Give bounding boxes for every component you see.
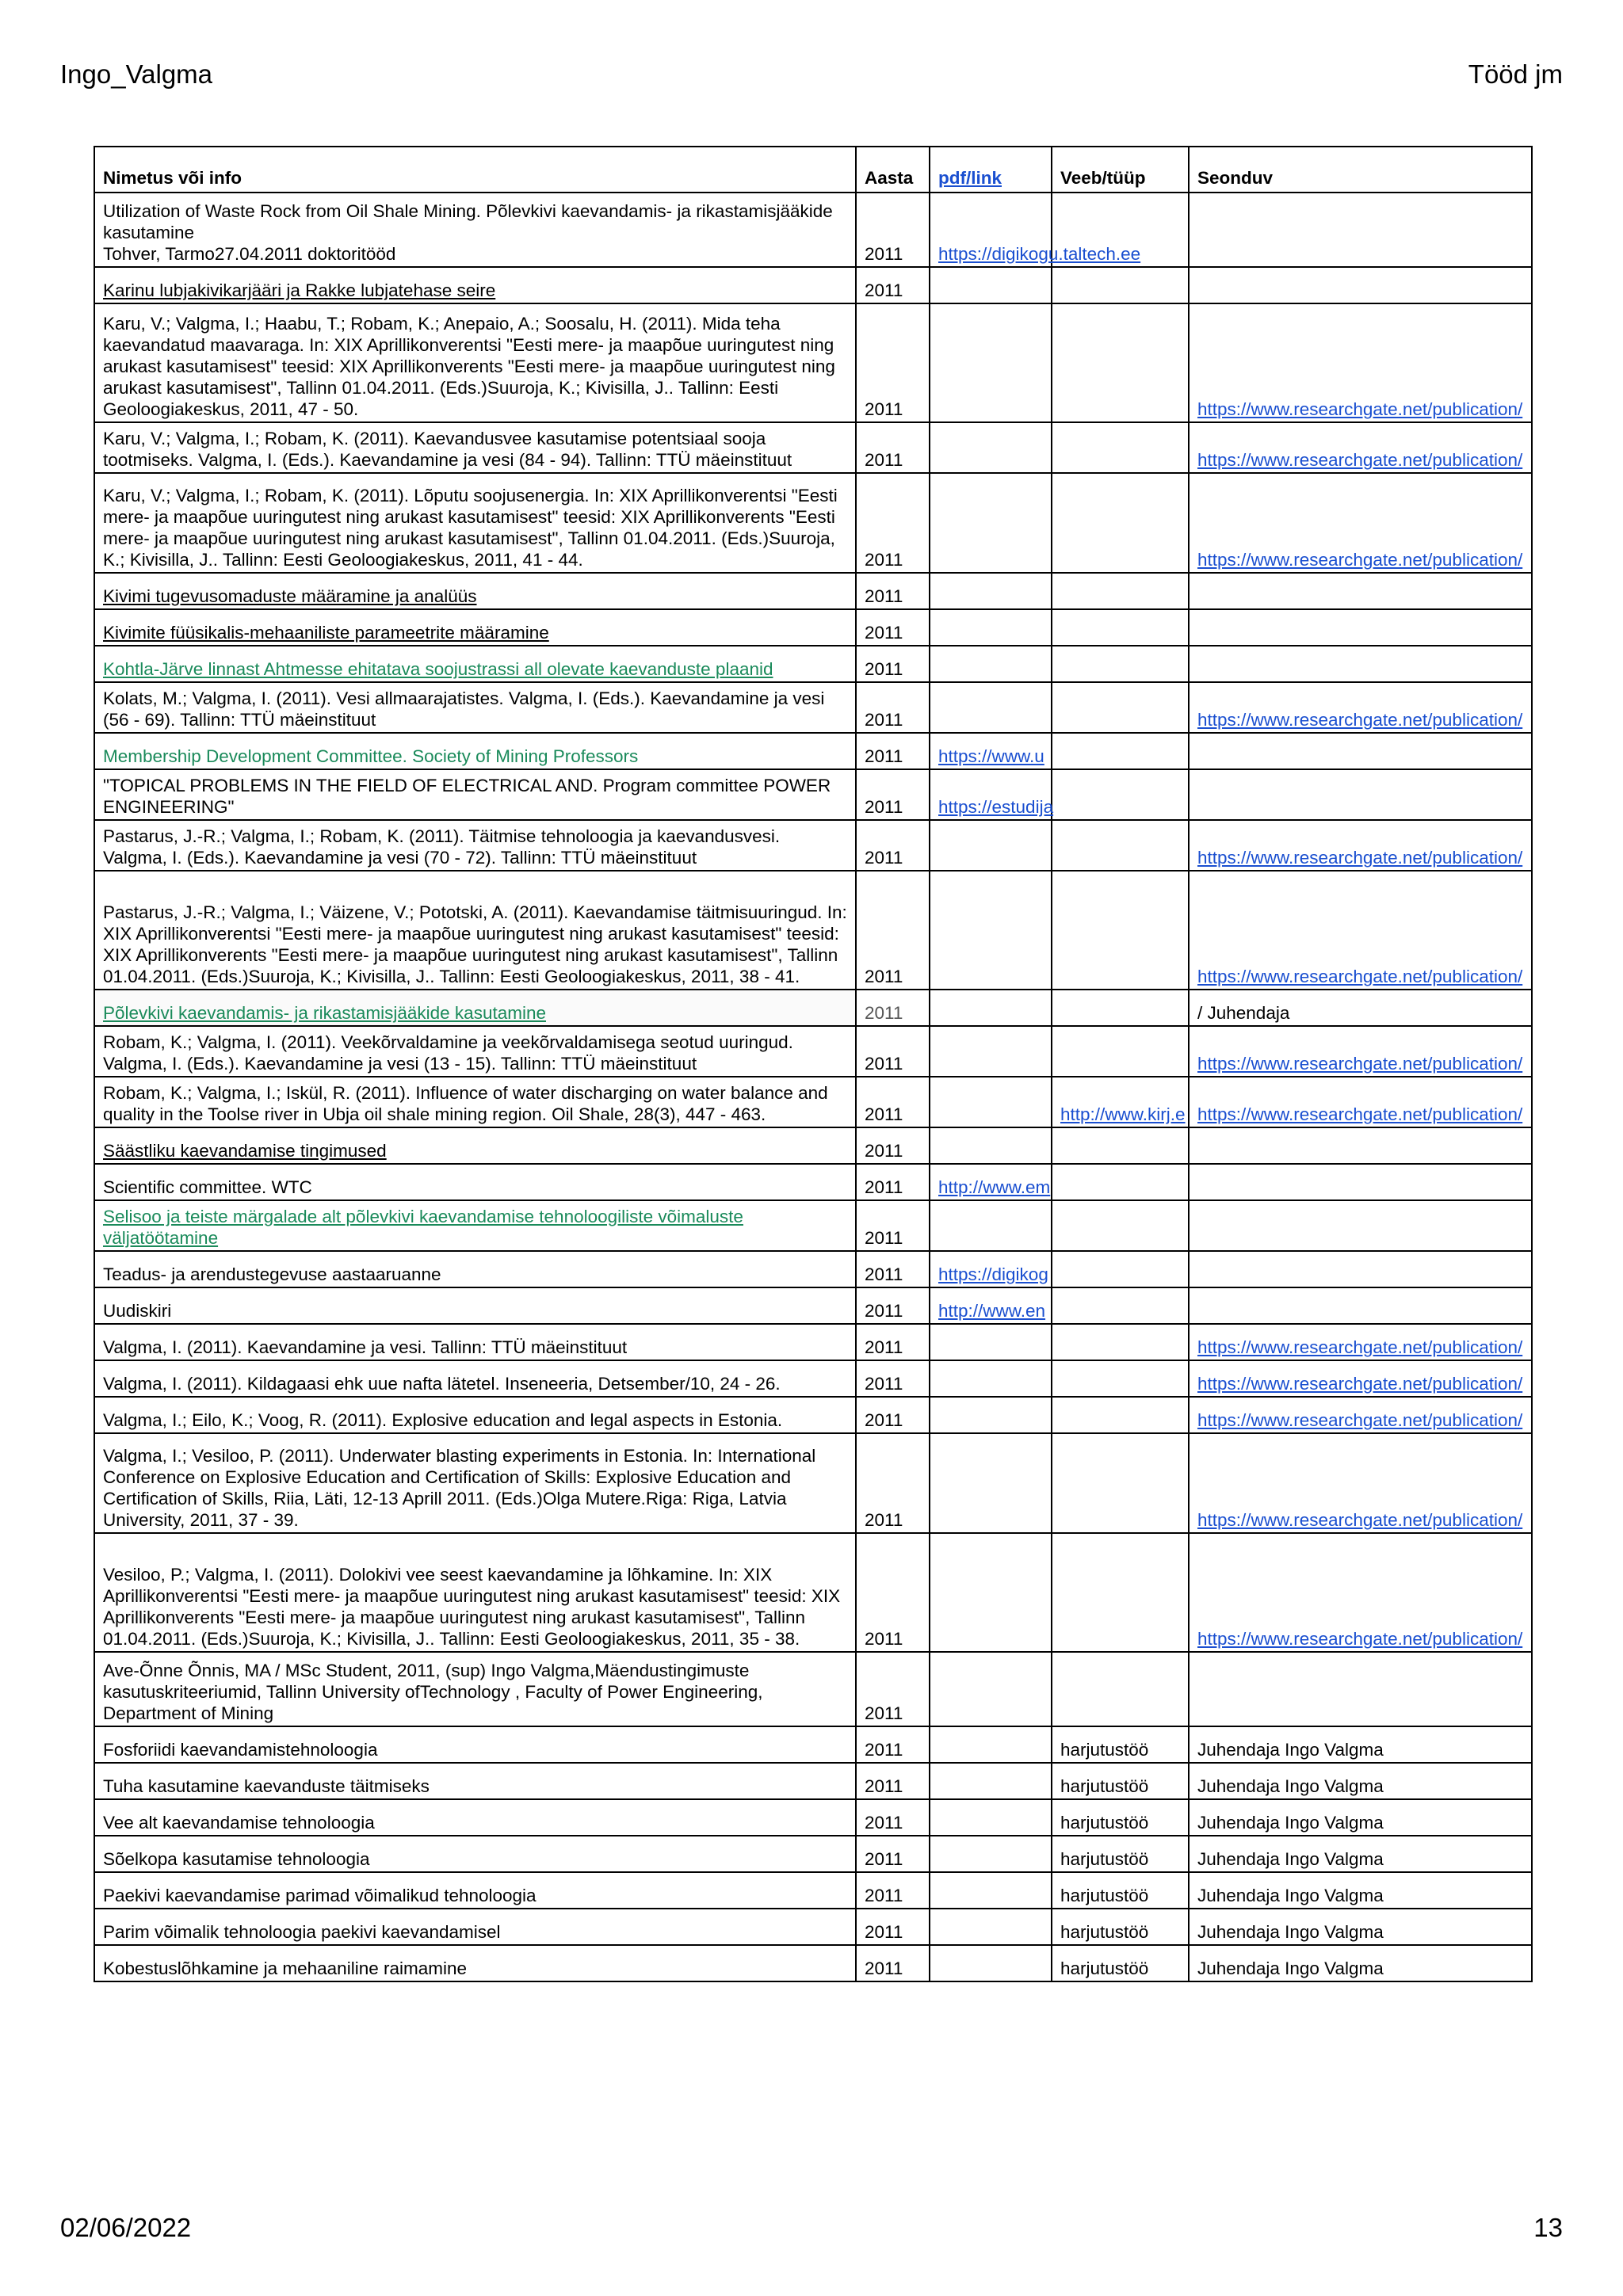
cell-related [1189,1836,1532,1872]
cell-name-text[interactable]: Kohtla-Järve linnast Ahtmesse ehitatava soojustrassi all olevate kaevanduste plaanid [103,659,773,679]
cell-name-text: Pastarus, J.-R.; Valgma, I.; Väizene, V.; Pototski, A. (2011). Kaevandamise täitmisuuringud. In: XIX Aprillikonverentsi "Eesti mere- ja maapõue uuringutest ning arukast kasutamisest" teesid: XIX Aprillikonverents "Eesti mere- ja maapõue uuringutest ning arukast kasutamisest", Tallinn 01.04.2011. (Eds.)Suuroja, K.; Kivisilla, J.. Tallinn: Eesti Geoloogiakeskus, 2011, 38 - 41. [103,902,847,986]
cell-year: 2011 [856,1872,930,1909]
cell-year: 2011 [856,990,930,1026]
related-link[interactable]: https://www.researchgate.net/publication/ [1197,710,1523,730]
cell-related [1189,1077,1532,1127]
table-row [94,733,1532,769]
cell-name-text: Tuha kasutamine kaevanduste täitmiseks [103,1776,430,1796]
cell-web [1052,1077,1189,1127]
cell-name-text[interactable]: Põlevkivi kaevandamis- ja rikastamisjääkide kasutamine [103,1003,546,1023]
related-text: Juhendaja Ingo Valgma [1197,1776,1384,1796]
cell-year: 2011 [856,1433,930,1533]
cell-year: 2011 [856,1726,930,1763]
cell-link [930,1360,1052,1397]
cell-link [930,1077,1052,1127]
table-row [94,1287,1532,1324]
cell-year: 2011 [856,682,930,733]
cell-related [1189,1026,1532,1077]
cell-web [1052,422,1189,473]
footer-date: 02/06/2022 [60,2213,192,2242]
cell-name [94,303,856,422]
cell-year: 2011 [856,733,930,769]
cell-name-text[interactable]: Kivimi tugevusomaduste määramine ja analüüs [103,586,477,606]
cell-name [94,573,856,609]
cell-link [930,1251,1052,1287]
cell-web [1052,573,1189,609]
cell-related [1189,820,1532,871]
cell-link [930,1127,1052,1164]
cell-name [94,1324,856,1360]
cell-name-text: Robam, K.; Valgma, I.; Iskül, R. (2011). Influence of water discharging on water balance and quality in the Toolse river in Ubja oil shale mining region. Oil Shale, 28(3), 447 - 463. [103,1083,828,1124]
table-row [94,473,1532,573]
related-link[interactable]: https://www.researchgate.net/publication/ [1197,550,1523,570]
cell-link [930,871,1052,990]
cell-related [1189,733,1532,769]
web-type: harjutustöö [1060,1922,1149,1942]
cell-web [1052,646,1189,682]
cell-link [930,682,1052,733]
column-header-name: Nimetus või info [94,147,856,193]
cell-link [930,769,1052,820]
column-header-link-text[interactable]: pdf/link [938,168,1002,188]
cell-year: 2011 [856,1945,930,1981]
cell-year: 2011 [856,473,930,573]
cell-year: 2011 [856,871,930,990]
page-number: 13 [1533,2213,1563,2242]
cell-link [930,1799,1052,1836]
cell-year: 2011 [856,1287,930,1324]
cell-name [94,609,856,646]
column-header-link [930,147,1052,193]
cell-web [1052,1763,1189,1799]
cell-web [1052,1251,1189,1287]
cell-name-text: Sõelkopa kasutamise tehnoloogia [103,1849,370,1869]
cell-year: 2011 [856,1127,930,1164]
column-header-web: Veeb/tüüp [1052,147,1189,193]
cell-name-text: Membership Development Committee. Society of Mining Professors [103,746,639,766]
cell-link [930,1836,1052,1872]
web-type: harjutustöö [1060,1849,1149,1869]
related-link[interactable]: https://www.researchgate.net/publication/ [1197,1629,1523,1649]
cell-name [94,1164,856,1200]
cell-related [1189,1872,1532,1909]
cell-name-text: Teadus- ja arendustegevuse aastaaruanne [103,1264,441,1284]
table-body [94,193,1532,1981]
cell-link [930,609,1052,646]
table-row [94,1433,1532,1533]
cell-name-text: Robam, K.; Valgma, I. (2011). Veekõrvaldamine ja veekõrvaldamisega seotud uuringud. Valgma, I. (Eds.). Kaevandamine ja vesi (13 - 15). Tallinn: TTÜ mäeinstituut [103,1032,793,1074]
cell-link [930,820,1052,871]
cell-link [930,1433,1052,1533]
table-row [94,1652,1532,1726]
table-row [94,1026,1532,1077]
cell-link [930,1324,1052,1360]
column-header-related: Seonduv [1189,147,1532,193]
cell-web [1052,1836,1189,1872]
cell-name-text: Pastarus, J.-R.; Valgma, I.; Robam, K. (2011). Täitmise tehnoloogia ja kaevandusvesi. Valgma, I. (Eds.). Kaevandamine ja vesi (70 - 72). Tallinn: TTÜ mäeinstituut [103,826,781,868]
cell-name [94,1652,856,1726]
cell-name-text: Valgma, I. (2011). Kildagaasi ehk uue nafta lätetel. Inseneeria, Detsember/10, 24 - 26. [103,1374,781,1394]
cell-link [930,267,1052,303]
cell-name [94,267,856,303]
cell-related [1189,1533,1532,1652]
table-row [94,1763,1532,1799]
works-table [94,146,1533,1982]
cell-web [1052,1287,1189,1324]
cell-name [94,646,856,682]
cell-web [1052,1872,1189,1909]
related-link[interactable]: https://www.researchgate.net/publication/ [1197,1054,1523,1074]
related-link[interactable]: https://www.researchgate.net/publication/ [1197,450,1523,470]
cell-name [94,473,856,573]
cell-year: 2011 [856,1164,930,1200]
cell-web [1052,769,1189,820]
cell-related [1189,267,1532,303]
cell-name [94,1799,856,1836]
cell-related [1189,1360,1532,1397]
related-text: Juhendaja Ingo Valgma [1197,1740,1384,1760]
related-text: Juhendaja Ingo Valgma [1197,1922,1384,1942]
cell-related [1189,1324,1532,1360]
cell-name-text[interactable]: Karinu lubjakivikarjääri ja Rakke lubjatehase seire [103,280,496,300]
cell-web [1052,1360,1189,1397]
table-row [94,1360,1532,1397]
cell-name-text[interactable]: Kivimite füüsikalis-mehaaniliste parameetrite määramine [103,623,549,643]
related-link[interactable]: https://www.researchgate.net/publication/ [1197,1374,1523,1394]
cell-year: 2011 [856,1836,930,1872]
cell-related [1189,769,1532,820]
cell-related [1189,1945,1532,1981]
cell-related [1189,1726,1532,1763]
table-row [94,1251,1532,1287]
cell-link [930,1287,1052,1324]
cell-name-text[interactable]: Selisoo ja teiste märgalade alt põlevkivi kaevandamise tehnoloogiliste võimaluste väljatöötamine [103,1207,743,1248]
cell-name [94,1836,856,1872]
cell-link [930,1945,1052,1981]
cell-name [94,820,856,871]
cell-link [930,1164,1052,1200]
cell-year: 2011 [856,1763,930,1799]
cell-year: 2011 [856,1200,930,1251]
cell-name-text: Karu, V.; Valgma, I.; Robam, K. (2011). Kaevandusvee kasutamise potentsiaal sooja tootmiseks. Valgma, I. (Eds.). Kaevandamine ja vesi (84 - 94). Tallinn: TTÜ mäeinstituut [103,429,792,470]
related-text: Juhendaja Ingo Valgma [1197,1958,1384,1978]
table-row [94,422,1532,473]
cell-web [1052,1324,1189,1360]
cell-year: 2011 [856,303,930,422]
cell-related [1189,303,1532,422]
cell-web [1052,990,1189,1026]
cell-year: 2011 [856,1026,930,1077]
related-text: Juhendaja Ingo Valgma [1197,1813,1384,1833]
cell-year: 2011 [856,1324,930,1360]
cell-link [930,1763,1052,1799]
pdf-link[interactable]: https://estudija [938,797,1054,817]
related-text: / Juhendaja [1197,1003,1290,1023]
cell-web [1052,1945,1189,1981]
cell-name-text: Karu, V.; Valgma, I.; Robam, K. (2011). Lõputu soojusenergia. In: XIX Aprillikonverentsi "Eesti mere- ja maapõue uuringutest ning arukast kasutamisest" teesid: XIX Aprillikonverents "Eesti mere- ja maapõue uuringutest ning arukast kasutamisest", Tallinn 01.04.2011. (Eds.)Suuroja, K.; Kivisilla, J.. Tallinn: Eesti Geoloogiakeskus, 2011, 41 - 44. [103,486,838,570]
cell-name-text: Parim võimalik tehnoloogia paekivi kaevandamisel [103,1922,501,1942]
related-link[interactable]: https://www.researchgate.net/publication/ [1197,1104,1523,1124]
cell-name [94,1433,856,1533]
cell-name-text: Karu, V.; Valgma, I.; Haabu, T.; Robam, K.; Anepaio, A.; Soosalu, H. (2011). Mida teha kaevandatud maavaraga. In: XIX Aprillikonverentsi "Eesti mere- ja maapõue uuringutest ning arukast kasutamisest" teesid: XIX Aprillikonverents "Eesti mere- ja maapõue uuringutest ning arukast kasutamisest", Tallinn 01.04.2011. (Eds.)Suuroja, K.; Kivisilla, J.. Tallinn: Eesti Geoloogiakeskus, 2011, 47 - 50. [103,314,835,419]
cell-link [930,1200,1052,1251]
cell-name [94,871,856,990]
cell-link [930,1872,1052,1909]
web-type: harjutustöö [1060,1886,1149,1905]
pdf-link[interactable]: http://www.em [938,1177,1051,1197]
cell-web [1052,1726,1189,1763]
cell-link [930,1397,1052,1433]
cell-name-text: Valgma, I.; Vesiloo, P. (2011). Underwater blasting experiments in Estonia. In: International Conference on Explosive Education and Certification of Skills: Explosive Education and Certification of Skills, Riia, Läti, 12-13 Aprill 2011. (Eds.)Olga Mutere.Riga: Riga, Latvia University, 2011, 37 - 39. [103,1446,816,1530]
cell-name [94,422,856,473]
cell-link [930,1909,1052,1945]
related-link[interactable]: https://www.researchgate.net/publication/ [1197,1337,1523,1357]
cell-name [94,769,856,820]
table-row [94,646,1532,682]
cell-name-text: Valgma, I.; Eilo, K.; Voog, R. (2011). Explosive education and legal aspects in Estonia. [103,1410,783,1430]
cell-web [1052,1433,1189,1533]
cell-year: 2011 [856,267,930,303]
table-row [94,820,1532,871]
cell-year: 2011 [856,1077,930,1127]
table-row [94,573,1532,609]
pdf-link[interactable]: https://digikogu.taltech.ee [938,244,1141,264]
cell-web [1052,303,1189,422]
cell-name-text: Valgma, I. (2011). Kaevandamine ja vesi. Tallinn: TTÜ mäeinstituut [103,1337,628,1357]
table-row [94,871,1532,990]
table-row [94,1533,1532,1652]
cell-link [930,990,1052,1026]
cell-name-text: Kobestuslõhkamine ja mehaaniline raimamine [103,1958,467,1978]
cell-web [1052,682,1189,733]
table-row [94,1397,1532,1433]
cell-name-text: Kolats, M.; Valgma, I. (2011). Vesi allmaarajatistes. Valgma, I. (Eds.). Kaevandamine ja vesi (56 - 69). Tallinn: TTÜ mäeinstituut [103,688,825,730]
cell-name [94,1726,856,1763]
table-row [94,1200,1532,1251]
cell-name [94,1026,856,1077]
table-row [94,1872,1532,1909]
cell-web [1052,473,1189,573]
cell-link [930,1652,1052,1726]
cell-year: 2011 [856,1360,930,1397]
table-header-row [94,147,1532,193]
cell-web [1052,1799,1189,1836]
cell-name-text: Paekivi kaevandamise parimad võimalikud tehnoloogia [103,1886,537,1905]
table-row [94,1836,1532,1872]
cell-name [94,1763,856,1799]
works-table-container [94,146,1531,1982]
cell-name-text: Uudiskiri [103,1301,172,1321]
cell-web [1052,871,1189,990]
related-link[interactable]: https://www.researchgate.net/publication/ [1197,848,1523,868]
cell-web [1052,1909,1189,1945]
cell-name-text: Scientific committee. WTC [103,1177,312,1197]
cell-related [1189,1251,1532,1287]
table-row [94,1726,1532,1763]
cell-related [1189,609,1532,646]
cell-name [94,990,856,1026]
cell-related [1189,1909,1532,1945]
cell-year: 2011 [856,1652,930,1726]
table-row [94,1127,1532,1164]
cell-name-text: Ave-Õnne Õnnis, MA / MSc Student, 2011, (sup) Ingo Valgma,Mäendustingimuste kasutuskriteeriumid, Tallinn University ofTechnology , Faculty of Power Engineering, Department of Mining [103,1661,763,1723]
cell-name [94,733,856,769]
cell-related [1189,646,1532,682]
cell-link [930,473,1052,573]
cell-related [1189,682,1532,733]
table-row [94,1909,1532,1945]
table-row [94,1164,1532,1200]
cell-link [930,303,1052,422]
cell-related [1189,422,1532,473]
cell-web [1052,820,1189,871]
cell-year: 2011 [856,422,930,473]
cell-related [1189,1287,1532,1324]
cell-related [1189,193,1532,267]
web-type: harjutustöö [1060,1958,1149,1978]
cell-name [94,1077,856,1127]
cell-link [930,422,1052,473]
cell-link [930,193,1141,267]
cell-name-text: Vesiloo, P.; Valgma, I. (2011). Dolokivi vee seest kaevandamine ja lõhkamine. In: XIX Aprillikonverentsi "Eesti mere- ja maapõue uuringutest ning arukast kasutamisest" teesid: XIX Aprillikonverents "Eesti mere- ja maapõue uuringutest ning arukast kasutamisest", Tallinn 01.04.2011. (Eds.)Suuroja, K.; Kivisilla, J.. Tallinn: Eesti Geoloogiakeskus, 2011, 35 - 38. [103,1565,841,1649]
cell-related [1189,1433,1532,1533]
cell-name [94,1251,856,1287]
cell-year: 2011 [856,1251,930,1287]
web-type: harjutustöö [1060,1813,1149,1833]
cell-related [1189,1763,1532,1799]
table-row [94,990,1532,1026]
related-link[interactable]: https://www.researchgate.net/publication/ [1197,1410,1523,1430]
cell-link [930,573,1052,609]
cell-link [930,1726,1052,1763]
table-row [94,1945,1532,1981]
cell-web [1052,1164,1189,1200]
header-author: Ingo_Valgma [60,59,213,89]
table-row [94,267,1532,303]
cell-name [94,1287,856,1324]
cell-web [1052,1533,1189,1652]
table-row [94,1077,1532,1127]
cell-link [930,1026,1052,1077]
cell-name [94,1872,856,1909]
related-link[interactable]: https://www.researchgate.net/publication/ [1197,967,1523,986]
cell-related [1189,1397,1532,1433]
cell-year: 2011 [856,1533,930,1652]
pdf-link[interactable]: https://digikog [938,1264,1048,1284]
cell-name [94,1397,856,1433]
cell-link [930,1533,1052,1652]
cell-related [1189,1652,1532,1726]
web-type: harjutustöö [1060,1776,1149,1796]
table-row [94,193,1532,267]
cell-related [1189,1127,1532,1164]
related-text: Juhendaja Ingo Valgma [1197,1886,1384,1905]
cell-web [1052,267,1189,303]
cell-name [94,1533,856,1652]
cell-related [1189,1799,1532,1836]
cell-related [1189,871,1532,990]
column-header-year: Aasta [856,147,930,193]
cell-name-text: "TOPICAL PROBLEMS IN THE FIELD OF ELECTRICAL AND. Program committee POWER ENGINEERING" [103,776,831,817]
related-link[interactable]: https://www.researchgate.net/publication/ [1197,1510,1523,1530]
cell-related [1189,573,1532,609]
related-text: Juhendaja Ingo Valgma [1197,1849,1384,1869]
cell-year: 2011 [856,1799,930,1836]
cell-year: 2011 [856,769,930,820]
cell-link [930,646,1052,682]
table-row [94,1799,1532,1836]
cell-name [94,1360,856,1397]
table-row [94,303,1532,422]
table-row [94,769,1532,820]
cell-related [1189,990,1532,1026]
cell-web [1052,1026,1189,1077]
web-link[interactable]: http://www.kirj.e [1060,1104,1186,1124]
cell-year: 2011 [856,820,930,871]
cell-web [1052,1127,1189,1164]
cell-web [1052,733,1189,769]
cell-year: 2011 [856,193,930,267]
cell-year: 2011 [856,646,930,682]
cell-name [94,1909,856,1945]
related-link[interactable]: https://www.researchgate.net/publication/ [1197,399,1523,419]
table-row [94,682,1532,733]
cell-year: 2011 [856,1909,930,1945]
cell-web [1052,1652,1189,1726]
cell-name-text[interactable]: Säästliku kaevandamise tingimused [103,1141,387,1161]
web-type: harjutustöö [1060,1740,1149,1760]
cell-name [94,1945,856,1981]
cell-year: 2011 [856,1397,930,1433]
cell-link [930,733,1052,769]
cell-name-text: Vee alt kaevandamise tehnoloogia [103,1813,375,1833]
cell-name [94,682,856,733]
cell-related [1189,1200,1532,1251]
cell-name [94,1127,856,1164]
header-section: Tööd jm [1468,59,1563,89]
pdf-link[interactable]: https://www.u [938,746,1044,766]
cell-web [1052,1397,1189,1433]
cell-year: 2011 [856,573,930,609]
cell-name-text: Utilization of Waste Rock from Oil Shale Mining. Põlevkivi kaevandamis- ja rikastamisjääkide kasutamine Tohver, Tarmo27.04.2011 doktoritööd [103,201,833,264]
cell-web [1052,609,1189,646]
cell-related [1189,473,1532,573]
cell-name [94,193,856,267]
table-row [94,609,1532,646]
table-row [94,1324,1532,1360]
cell-year: 2011 [856,609,930,646]
cell-web [1052,1200,1189,1251]
cell-name [94,1200,856,1251]
pdf-link[interactable]: http://www.en [938,1301,1046,1321]
cell-related [1189,1164,1532,1200]
cell-name-text: Fosforiidi kaevandamistehnoloogia [103,1740,378,1760]
